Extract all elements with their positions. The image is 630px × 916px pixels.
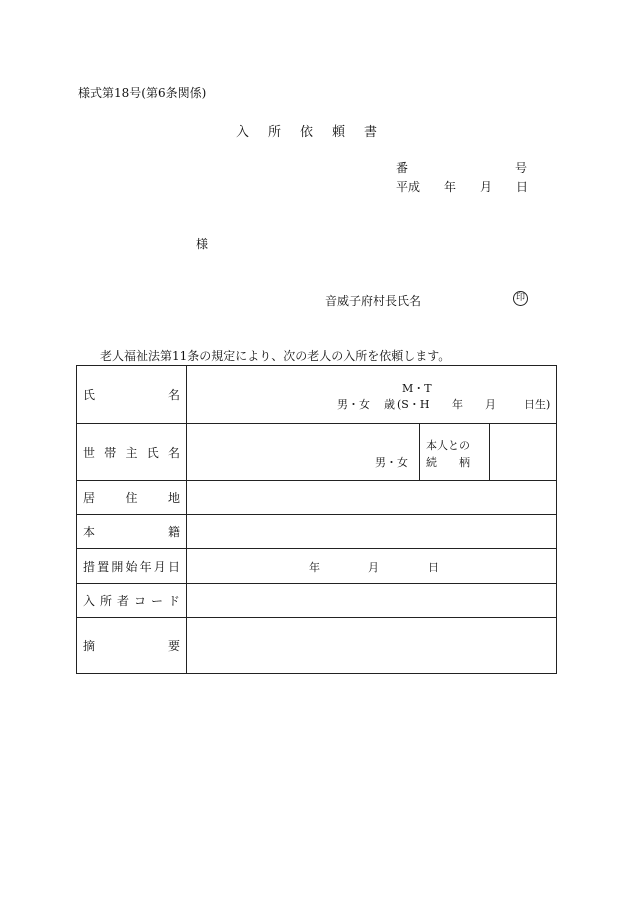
label-char: 氏 xyxy=(146,445,159,460)
label-char: 本 xyxy=(83,525,96,539)
label-char: 住 xyxy=(125,491,138,505)
label-char: 措 xyxy=(83,559,96,574)
remarks-field[interactable] xyxy=(187,618,557,674)
label-char: 所 xyxy=(99,594,112,608)
intro-text: 老人福祉法第11条の規定により、次の老人の入所を依頼します。 xyxy=(100,349,451,363)
date-day: 日 xyxy=(516,180,529,194)
row-label-domicile xyxy=(77,515,187,549)
title-char: 入 xyxy=(236,125,250,140)
table-row xyxy=(77,515,557,549)
householder-sex-options: 男・女 xyxy=(375,456,408,469)
label-char: コ xyxy=(133,594,146,608)
birth-day: 日生) xyxy=(524,398,551,411)
era-options-bottom: (S・H xyxy=(397,398,430,411)
row-label-name xyxy=(77,366,187,424)
document-title xyxy=(236,121,396,140)
start-year: 年 xyxy=(309,561,320,574)
number-label: 番 xyxy=(396,161,409,175)
label-char: 要 xyxy=(167,639,180,653)
relation-label-line2: 続 柄 xyxy=(426,456,470,469)
start-date-field[interactable] xyxy=(187,549,557,584)
title-char: 依 xyxy=(300,125,314,140)
date-era: 平成 xyxy=(396,180,421,194)
title-char: 書 xyxy=(364,125,378,140)
label-char: 地 xyxy=(167,491,180,505)
table-row xyxy=(77,584,557,618)
table-row xyxy=(77,481,557,515)
label-char: 者 xyxy=(116,594,129,608)
age-label: 歳 xyxy=(384,398,395,411)
label-char: 月 xyxy=(153,559,166,574)
date-year: 年 xyxy=(444,180,457,194)
table-row xyxy=(77,366,557,424)
row-label-address xyxy=(77,481,187,515)
label-char: ー xyxy=(150,594,163,608)
label-char: 開 xyxy=(111,559,124,574)
table-row xyxy=(77,424,557,481)
relation-label-line1: 本人との xyxy=(426,439,470,452)
resident-code-field[interactable] xyxy=(187,584,557,618)
form-number: 様式第18号(第6条関係) xyxy=(78,86,207,100)
number-suffix: 号 xyxy=(515,161,528,175)
name-field[interactable] xyxy=(187,366,557,424)
seal-mark: 印 xyxy=(513,291,528,306)
label-char: 世 xyxy=(83,445,96,460)
date-month: 月 xyxy=(480,180,493,194)
label-char: 日 xyxy=(167,559,180,574)
domicile-field[interactable] xyxy=(187,515,557,549)
label-char: 主 xyxy=(125,445,138,460)
label-char: 帯 xyxy=(104,445,117,460)
label-char: 籍 xyxy=(167,525,180,539)
label-char: 摘 xyxy=(83,639,96,653)
addressee-suffix: 様 xyxy=(196,237,209,251)
birth-month: 月 xyxy=(485,398,496,411)
label-char: 入 xyxy=(83,594,96,608)
divider xyxy=(489,424,490,480)
label-char: 氏 xyxy=(83,388,96,402)
start-month: 月 xyxy=(368,561,379,574)
birth-year: 年 xyxy=(452,398,463,411)
title-char: 頼 xyxy=(332,125,346,140)
label-char: 居 xyxy=(83,491,96,505)
label-char: ド xyxy=(167,594,180,608)
row-label-resident-code xyxy=(77,584,187,618)
label-char: 名 xyxy=(167,445,180,460)
request-form-table xyxy=(76,365,557,674)
table-row xyxy=(77,549,557,584)
title-char: 所 xyxy=(268,125,282,140)
divider xyxy=(419,424,420,480)
row-label-remarks xyxy=(77,618,187,674)
start-day: 日 xyxy=(428,561,439,574)
issue-date xyxy=(396,178,536,194)
sex-options: 男・女 xyxy=(337,398,370,411)
table-row xyxy=(77,618,557,674)
label-char: 置 xyxy=(97,559,110,574)
era-options-top: M・T xyxy=(402,382,432,395)
label-char: 名 xyxy=(167,388,180,402)
row-label-start-date xyxy=(77,549,187,584)
address-field[interactable] xyxy=(187,481,557,515)
label-char: 始 xyxy=(125,559,138,574)
householder-field[interactable] xyxy=(187,424,557,481)
row-label-householder xyxy=(77,424,187,481)
signer-name-label: 音威子府村長氏名 xyxy=(325,294,422,308)
label-char: 年 xyxy=(139,559,152,574)
